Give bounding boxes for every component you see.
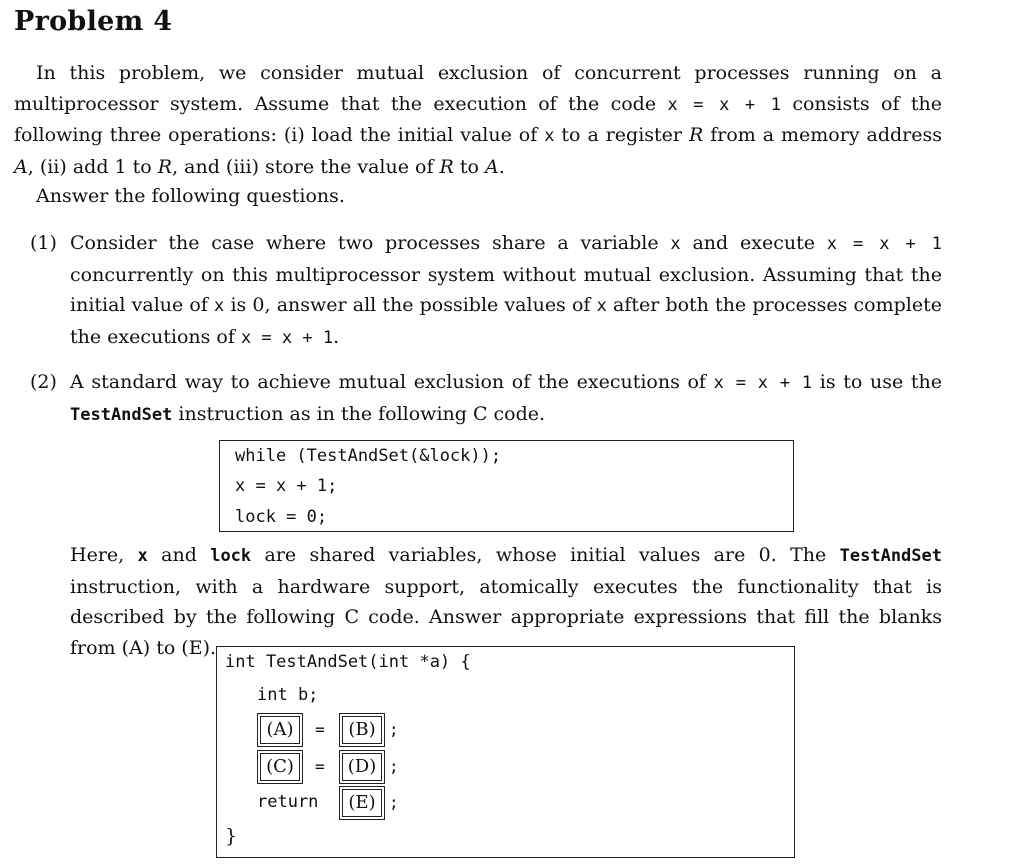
closing-brace: } [225, 825, 238, 847]
blank-e: (E) [339, 786, 385, 820]
mutex-code-box [219, 440, 794, 532]
blank-b: (B) [339, 713, 385, 747]
testandset-code-box [216, 646, 795, 858]
testandset-description: Here, x and lock are shared variables, whose initial values are 0. The TestAndSet instruction, with a hardware support, atomically executes the functionality that is described by the following C code. Answer appropriate expressions that fill the blanks from (A) to (E). [70, 544, 942, 659]
blank-d: (D) [339, 750, 385, 784]
declaration-line: int b; [257, 685, 319, 705]
assign-operator: = [315, 720, 325, 739]
return-keyword: return [257, 792, 319, 812]
semicolon: ; [389, 757, 399, 776]
answer-prompt: Answer the following questions. [36, 185, 345, 207]
question-2-text: A standard way to achieve mutual exclusion of the executions of x = x + 1 is to use the TestAndSet instruction as in the following C code. [70, 371, 942, 425]
question-1-number: (1) [30, 232, 57, 254]
semicolon: ; [389, 720, 399, 739]
function-header: int TestAndSet(int *a) { [225, 652, 471, 672]
intro-paragraph: In this problem, we consider mutual exclusion of concurrent processes running on a multiprocessor system. Assume that the execution of the code x = x + 1 consists of the following three operations: (i) load the initial value of x to a register R from a memory address A, (ii) add 1 to R, and (iii) store the value of R to A. [14, 62, 942, 178]
question-1-text: Consider the case where two processes share a variable x and execute x = x + 1 concurrently on this multiprocessor system without mutual exclusion. Assuming that the initial value of x is 0, answer all the possible values of x after both the processes complete the executions of x = x + 1. [70, 232, 942, 348]
question-2-number: (2) [30, 371, 57, 393]
code-line-unlock: lock = 0; [235, 507, 328, 527]
problem-title: Problem 4 [14, 6, 173, 37]
code-line-while: while (TestAndSet(&lock)); [235, 446, 502, 466]
assign-operator: = [315, 757, 325, 776]
semicolon: ; [389, 793, 399, 812]
blank-a: (A) [257, 713, 303, 747]
code-line-increment: x = x + 1; [235, 476, 338, 496]
blank-c: (C) [257, 750, 303, 784]
